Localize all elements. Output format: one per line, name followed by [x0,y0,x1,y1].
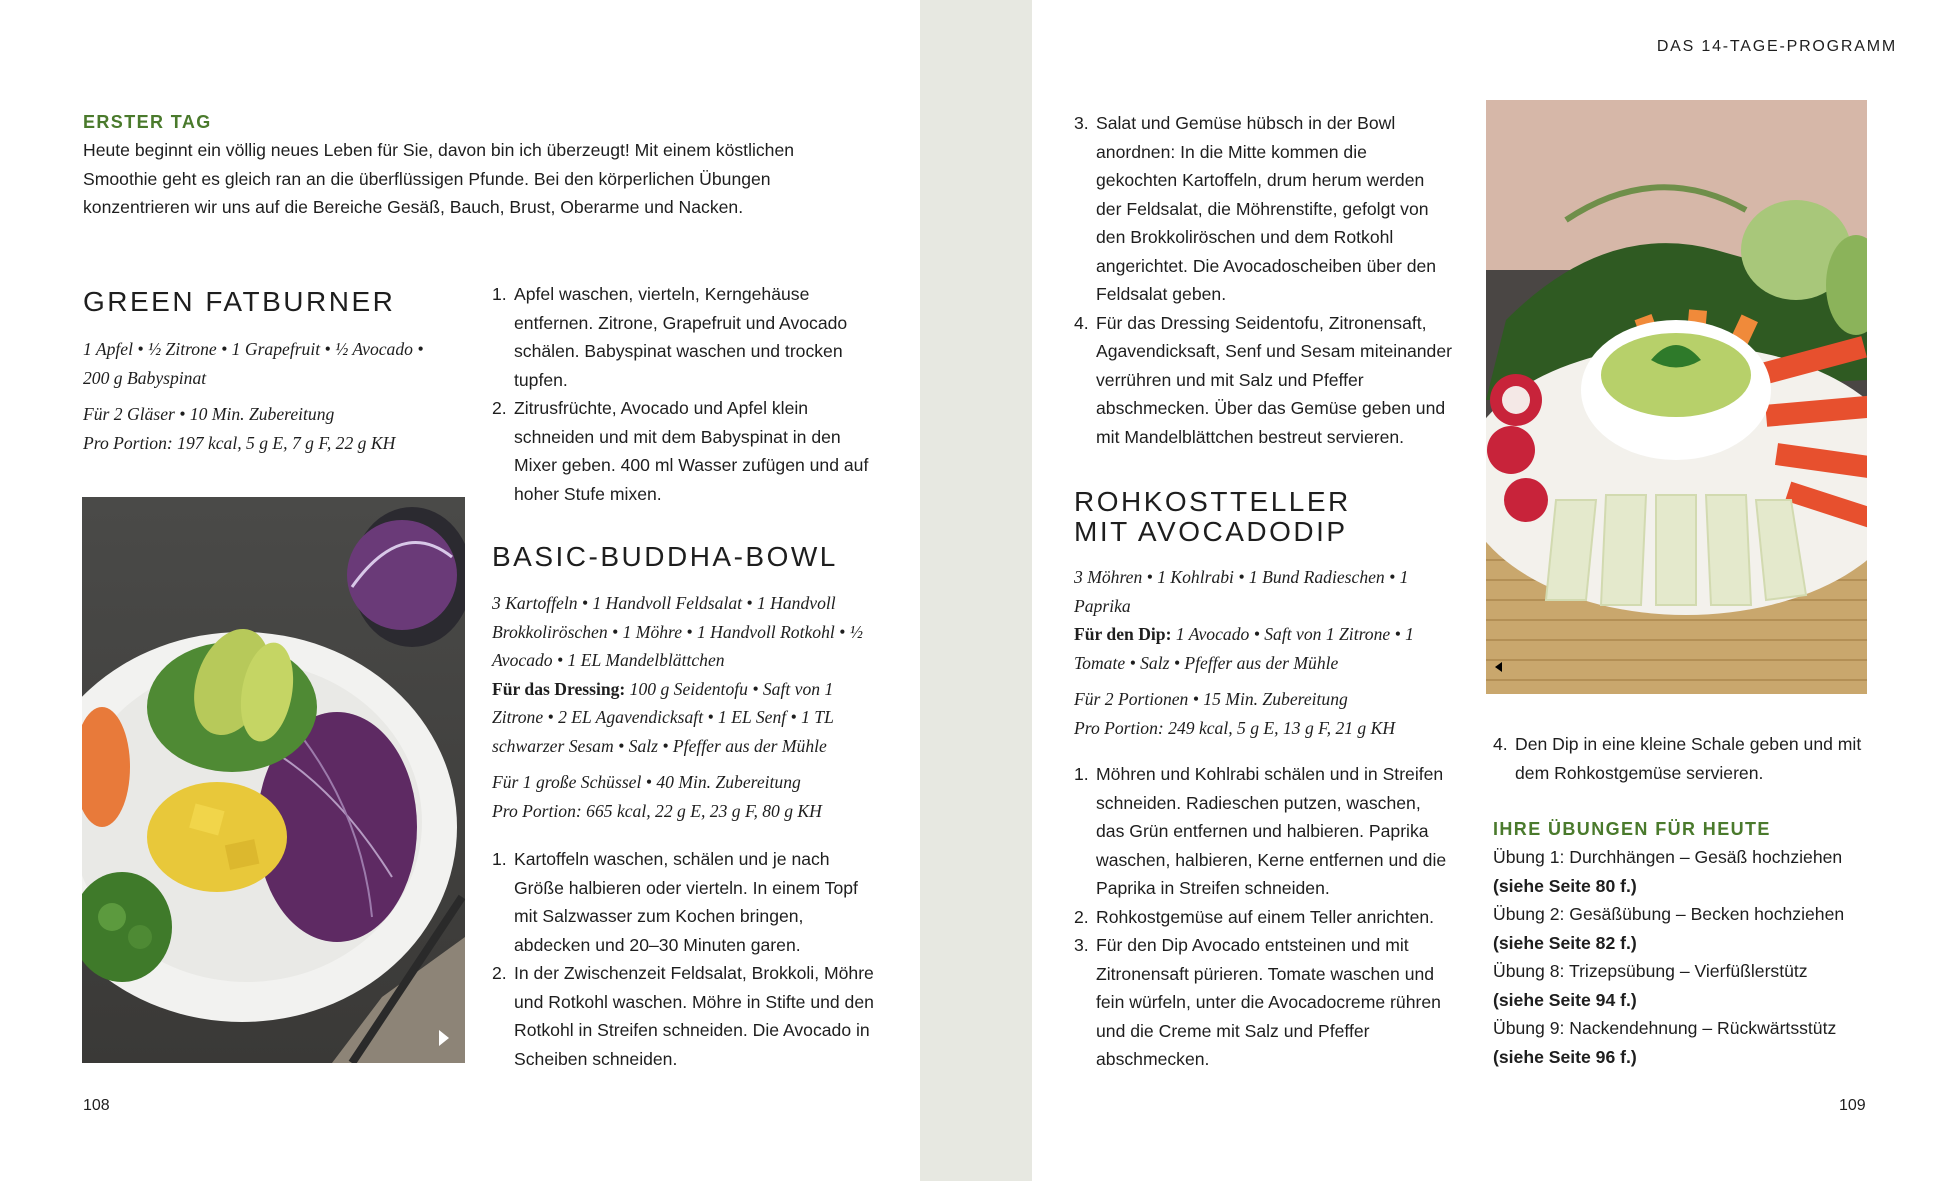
exercise-item: Übung 1: Durchhängen – Gesäß hochziehen (siehe Seite 80 f.) [1493,847,1843,896]
exercise-item: Übung 8: Trizepsübung – Vierfüßlerstütz (siehe Seite 94 f.) [1493,961,1808,1010]
recipe3-step-1: 1. Möhren und Kohlrabi schälen und in Streifen schneiden. Radieschen putzen, waschen, das Grün entfernen und halbieren. Paprika waschen, halbieren, Kerne entfernen und die Paprika in Streifen schneiden. [1074,764,1447,898]
recipe1-nutrition: Pro Portion: 197 kcal, 5 g E, 7 g F, 22 g KH [83,432,396,453]
running-header: DAS 14-TAGE-PROGRAMM [1656,38,1897,55]
exercise-list [1493,843,1893,1071]
recipe2-step-4: 4. Für das Dressing Seidentofu, Zitronensaft, Agavendicksaft, Senf und Sesam miteinander verrühren und mit Salz und Pfeffer abschmecken. Über das Gemüse geben und mit Mandelblättchen bestreut servieren. [1074,312,1452,447]
exercise-item: Übung 9: Nackendehnung – Rückwärtsstütz (siehe Seite 96 f.) [1493,1018,1837,1067]
recipe3-nutrition: Pro Portion: 249 kcal, 5 g E, 13 g F, 21 g KH [1074,717,1396,738]
recipe2-servings: Für 1 große Schüssel • 40 Min. Zubereitung [492,772,801,792]
section-label-erster-tag: ERSTER TAG [83,112,212,132]
buddha-bowl-photo [82,497,465,1063]
page-number-right: 109 [1839,1097,1866,1114]
recipe2-steps-continued [1074,109,1452,451]
recipe2-info [492,589,877,825]
recipe2-step-3: 3. Salat und Gemüse hübsch in der Bowl anordnen: In die Mitte kommen die gekochten Kartoffeln, drum herum werden der Feldsalat, die Möhrenstifte, gefolgt von den Brokkoliröschen und dem Rotkohl angerichtet. Die Avocadoscheiben über den Feldsalat geben. [1074,113,1437,304]
book-gutter [920,0,1032,1181]
recipe3-dip: Für den Dip: 1 Avocado • Saft von 1 Zitrone • 1 Tomate • Salz • Pfeffer aus der Mühle [1074,624,1414,673]
recipe3-steps-continued [1493,730,1883,787]
intro-paragraph: Heute beginnt ein völlig neues Leben für Sie, davon bin ich überzeugt! Mit einem köstlichen Smoothie geht es gleich ran an die überflüssigen Pfunde. Bei den körperlichen Übungen konzentrieren wir uns auf die Bereiche Gesäß, Bauch, Brust, Oberarme und Nacken. [83,140,795,217]
recipe2-step-1: 1. Kartoffeln waschen, schälen und je nach Größe halbieren oder vierteln. In einem Topf mit Salzwasser zum Kochen bringen, abdecken und 20–30 Minuten garen. [492,849,858,955]
recipe1-steps [492,280,877,508]
recipe1-servings: Für 2 Gläser • 10 Min. Zubereitung [83,404,335,424]
rohkost-photo [1486,100,1867,694]
recipe2-steps [492,845,877,1073]
recipe3-ingredients: 3 Möhren • 1 Kohlrabi • 1 Bund Radieschen • 1 Paprika [1074,567,1409,616]
recipe-title-green-fatburner: GREEN FATBURNER [83,286,396,317]
exercise-item: Übung 2: Gesäßübung – Becken hochziehen (siehe Seite 82 f.) [1493,904,1845,953]
left-page [0,0,920,1181]
recipe2-nutrition: Pro Portion: 665 kcal, 22 g E, 23 g F, 80 g KH [492,800,822,821]
recipe1-step-2: 2. Zitrusfrüchte, Avocado und Apfel klein schneiden und mit dem Babyspinat in den Mixer geben. 400 ml Wasser zufügen und auf hoher Stufe mixen. [492,398,869,504]
recipe3-steps [1074,760,1452,1074]
page-number-left: 108 [83,1097,110,1114]
recipe3-step-3: 3. Für den Dip Avocado entsteinen und mit Zitronensaft pürieren. Tomate waschen und fein würfeln, unter die Avocadocreme rühren und die Creme mit Salz und Pfeffer abschmecken. [1074,935,1441,1069]
recipe2-dressing: Für das Dressing: 100 g Seidentofu • Saft von 1 Zitrone • 2 EL Agavendicksaft • 1 EL Senf • 1 TL schwarzer Sesam • Salz • Pfeffer aus der Mühle [492,678,834,756]
right-page [1032,0,1948,1181]
recipe1-step-1: 1. Apfel waschen, vierteln, Kerngehäuse entfernen. Zitrone, Grapefruit und Avocado schälen. Babyspinat waschen und trocken tupfen. [492,284,848,390]
recipe-title-basic-buddha-bowl: BASIC-BUDDHA-BOWL [492,541,838,572]
recipe1-info [83,335,453,457]
recipe1-ingredients: 1 Apfel • ½ Zitrone • 1 Grapefruit • ½ Avocado • 200 g Babyspinat [83,339,424,388]
section-label-uebungen: IHRE ÜBUNGEN FÜR HEUTE [1493,819,1771,839]
recipe2-ingredients: 3 Kartoffeln • 1 Handvoll Feldsalat • 1 Handvoll Brokkoliröschen • 1 Möhre • 1 Handvoll Rotkohl • ½ Avocado • 1 EL Mandelblättchen [492,593,863,670]
recipe3-servings: Für 2 Portionen • 15 Min. Zubereitung [1074,689,1348,709]
recipe3-step-2: 2. Rohkostgemüse auf einem Teller anrichten. [1074,906,1435,927]
recipe2-step-2: 2. In der Zwischenzeit Feldsalat, Brokkoli, Möhre und Rotkohl waschen. Möhre in Stifte und den Rotkohl in Streifen schneiden. Die Avocado in Scheiben schneiden. [492,963,874,1069]
recipe-title-rohkostteller: ROHKOSTTELLER MIT AVOCADODIP [1074,486,1351,547]
recipe3-info [1074,563,1452,742]
recipe3-step-4: 4. Den Dip in eine kleine Schale geben und mit dem Rohkostgemüse servieren. [1493,734,1862,783]
